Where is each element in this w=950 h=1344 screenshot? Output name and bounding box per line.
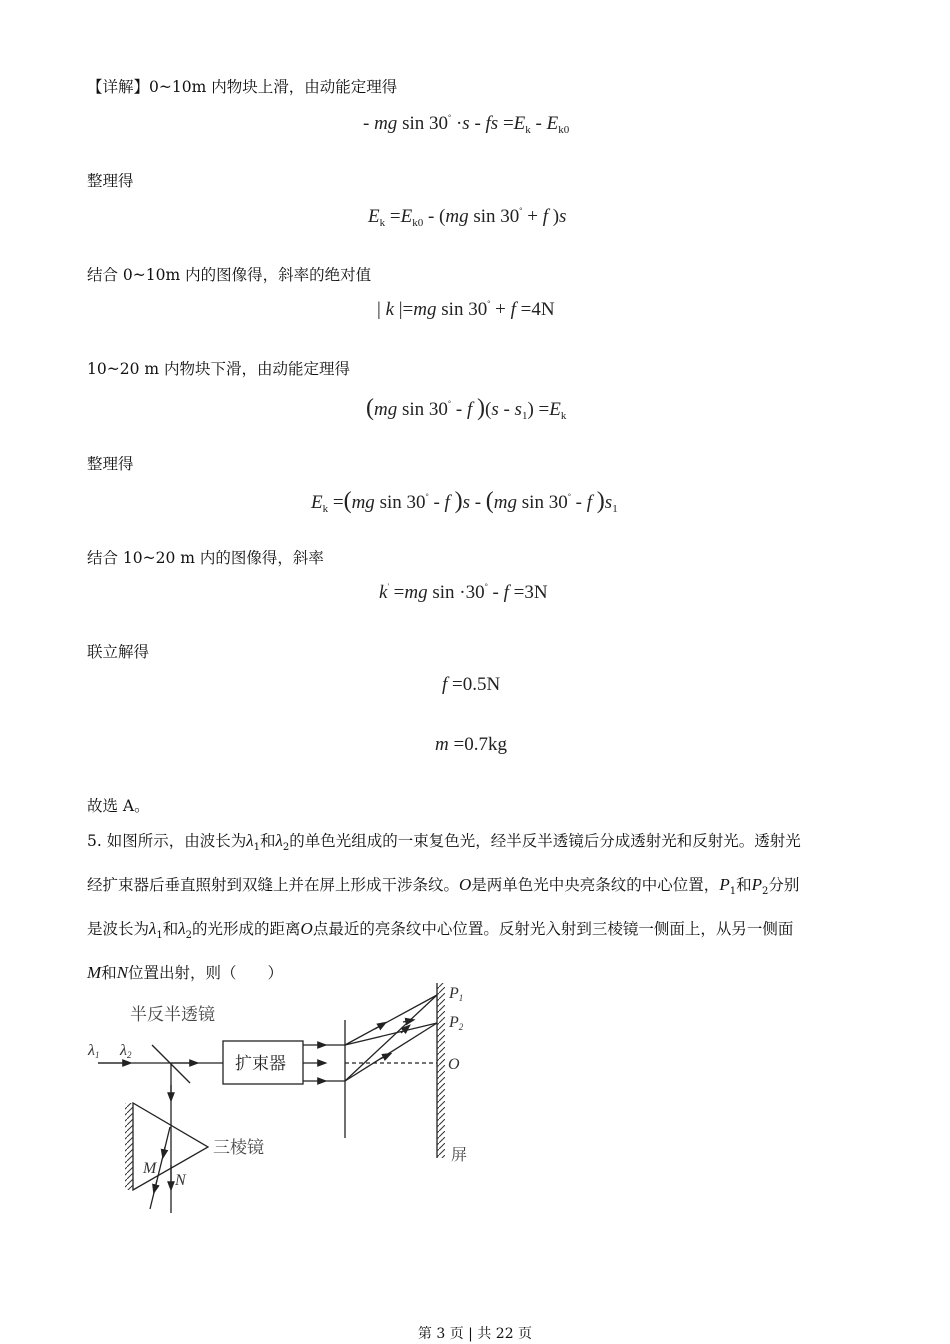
point-o-label: O: [448, 1056, 460, 1073]
section-label: 【详解】: [87, 78, 150, 96]
intro-text: 0~10m 内物块上滑，由动能定理得: [149, 78, 398, 96]
solve-text: 联立解得: [87, 643, 150, 661]
point-n-label: N: [175, 1172, 186, 1189]
prism-label: 三棱镜: [213, 1138, 264, 1158]
mirror-label: 半反半透镜: [130, 1005, 215, 1025]
svg-text:λ2: λ2: [120, 1042, 132, 1060]
intro-text-2: 10~20 m 内物块下滑，由动能定理得: [87, 360, 350, 378]
question-5: [87, 822, 867, 992]
optics-diagram: [85, 975, 485, 1225]
screen-label: 屏: [451, 1145, 468, 1164]
expander-label: 扩束器: [235, 1054, 286, 1074]
equation-6: k' =mg sin ·30° - f =3N: [379, 582, 548, 603]
question-line-4: M和N位置出射，则（ ）: [87, 963, 284, 983]
question-line-3: 是波长为$\lambda_1$和$\lambda_2$的光形成的距离O点最近的亮条纹中心位置。反射光入射到三棱镜一侧面上，从另一侧面: [87, 919, 794, 942]
svg-text:λ1: λ1: [88, 1042, 100, 1060]
equation-2: $E_k =E_{k0} - (mg$ sin 30° + f )s: [368, 206, 567, 229]
equation-7: f =0.5N: [442, 674, 501, 695]
answer-text: 故选 A。: [87, 797, 150, 815]
equation-1: - mg sin 30° ·s - fs $=E_k - E_{k0}$: [363, 113, 570, 136]
arrange-text-2: 整理得: [87, 455, 134, 473]
equation-3: | k |=mg sin 30° + f =4N: [377, 299, 555, 320]
detail-intro: [87, 77, 397, 97]
combine-text-2: 结合 10~20 m 内的图像得，斜率: [87, 549, 324, 567]
equation-8: m =0.7kg: [435, 734, 507, 755]
svg-text:P1: P1: [449, 985, 464, 1003]
question-line-1: 5. 如图所示，由波长为$\lambda_1$和$\lambda_2$的单色光组成的一束复色光，经半反半透镜后分成透射光和反射光。透射光: [87, 831, 801, 854]
point-m-label: M: [143, 1160, 157, 1177]
equation-5: $E_k =(mg$ sin 30° - f )s - (mg sin 30° - f )$s_1$: [311, 488, 618, 515]
combine-text-1: 结合 0~10m 内的图像得，斜率的绝对值: [87, 266, 372, 284]
question-line-2: 经扩束器后垂直照射到双缝上并在屏上形成干涉条纹。O是两单色光中央亮条纹的中心位置，$P_1$和$P_2$分别: [87, 875, 800, 898]
svg-text:P2: P2: [449, 1014, 464, 1032]
arrange-text-1: 整理得: [87, 172, 134, 190]
page-footer: 第 3 页 | 共 22 页: [417, 1326, 533, 1342]
equation-4: (mg sin 30° - f )$(s - s_1) =E_k$: [366, 395, 567, 422]
